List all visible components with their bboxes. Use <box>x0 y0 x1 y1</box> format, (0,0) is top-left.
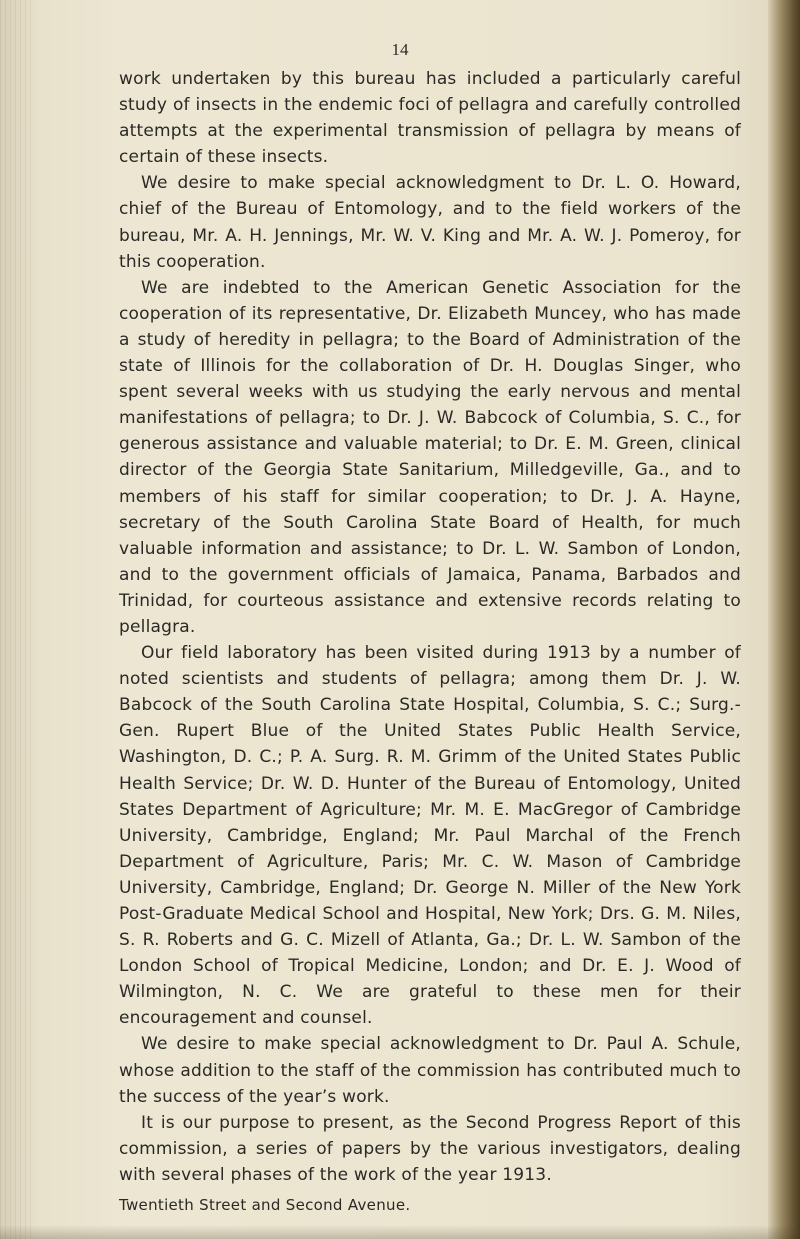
page-bottom-shadow <box>0 1225 800 1239</box>
paragraph-indebted: We are indebted to the American Genetic Association for the cooperation of its representative, Dr. Elizabeth Muncey, who has made a study of heredity in pellagra; to the Board of Administration of the state of Illinois for the collaboration of Dr. H. Douglas Singer, who spent several weeks with us studying the early nervous and mental manifestations of pellagra; to Dr. J. W. Babcock of Columbia, S. C., for generous assistance and valuable material; to Dr. E. M. Green, clinical director of the Georgia State Sanitarium, Milledgeville, Ga., and to members of his staff for similar cooperation; to Dr. J. A. Hayne, secretary of the South Carolina State Board of Health, for much valuable information and assistance; to Dr. L. W. Sambon of London, and to the government officials of Jamaica, Panama, Barbados and Trinidad, for courteous assistance and extensive records relating to pellagra. <box>119 277 741 637</box>
paragraph-schule-acknowledgment: We desire to make special acknowledgment to Dr. Paul A. Schule, whose addition to the staff of the commission has contributed much to the success of the year’s work. <box>119 1034 741 1107</box>
paragraph-entomology-acknowledgment: We desire to make special acknowledgment to Dr. L. O. Howard, chief of the Bureau of Entomology, and to the field workers of the bureau, Mr. A. H. Jennings, Mr. W. V. King and Mr. A. W. J. Pomeroy, for this cooperation. <box>119 173 741 272</box>
page-right-shadow-edge <box>768 0 800 1239</box>
page-number: 14 <box>391 40 409 59</box>
paragraph-field-laboratory-visitors: Our field laboratory has been visited during 1913 by a number of noted scientists and students of pellagra; among them Dr. J. W. Babcock of the South Carolina State Hospital, Columbia, S. C.; Surg.-Gen. Rupert Blue of the United States Public Health Service, Washington, D. C.; P. A. Surg. R. M. Grimm of the United States Public Health Service; Dr. W. D. Hunter of the Bureau of Entomology, United States Department of Agriculture; Mr. M. E. MacGregor of Cambridge University, Cambridge, England; Mr. Paul Marchal of the French Department of Agriculture, Paris; Mr. C. W. Mason of Cambridge University, Cambridge, England; Dr. George N. Miller of the New York Post-Graduate Medical School and Hospital, New York; Drs. G. M. Niles, S. R. Roberts and G. C. Mizell of Atlanta, Ga.; Dr. L. W. Sambon of the London School of Tropical Medicine, London; and Dr. E. J. Wood of Wilmington, N. C. We are grateful to these men for their encouragement and counsel. <box>119 643 741 1029</box>
body-text <box>119 66 741 1218</box>
page-left-binding-edge <box>0 0 34 1239</box>
paragraph-purpose: It is our purpose to present, as the Second Progress Report of this commission, a series of papers by the various investigators, dealing with several phases of the work of the year 1913. <box>119 1112 741 1185</box>
paragraph-continuation: work undertaken by this bureau has included a particularly careful study of insects in the endemic foci of pellagra and carefully controlled attempts at the experimental transmission of pellagra by means of certain of these insects. <box>119 69 741 168</box>
signoff-address: Twentieth Street and Second Avenue. <box>119 1196 411 1215</box>
